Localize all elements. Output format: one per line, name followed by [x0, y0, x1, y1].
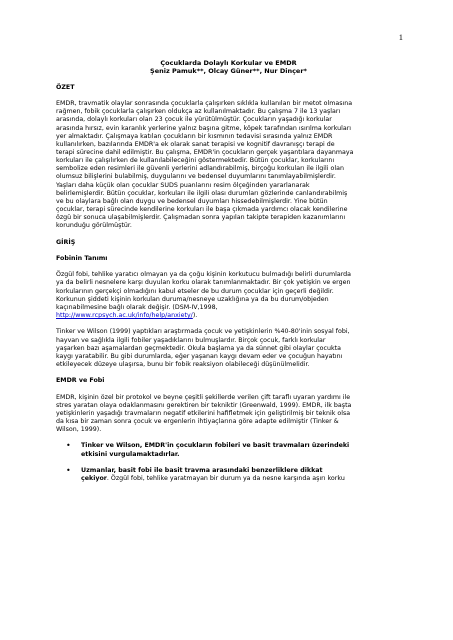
- tinker-line: Tinker ve Wilson (1999) yaptıkları araştırmada çocuk ve yetişkinlerin %40-80'inin sosyal fobi,: [56, 328, 350, 336]
- ozet-line: yer almaktadır. Çalışmaya katılan çocukların bir kısmının tedavisi sırasında yalnız EMDR: [56, 132, 333, 140]
- fobi-link-line: [56, 312, 401, 320]
- bullet-line-mixed: [81, 475, 401, 483]
- ozet-paragraph: [56, 100, 401, 231]
- page-number: 1: [398, 32, 403, 42]
- ozet-line: korkuları ile çalışılırken de kullanılabileceğini göstermektedir. Bütün çocuklar, korkularını: [56, 157, 335, 165]
- fobi-heading: Fobinin Tanımı: [56, 254, 108, 262]
- document-body: [56, 59, 401, 483]
- document-authors: Şeniz Pamuk**, Olcay Güner**, Nur Dinçer*: [150, 67, 307, 76]
- bullet-rest-text: . Özgül fobi, tehlike yaratmayan bir durum ya da nesne karşında aşırı korku: [106, 475, 345, 483]
- emdr-paragraph: [56, 394, 401, 435]
- emdr-line: Wilson, 1999).: [56, 426, 102, 434]
- bullet-item-experts: [56, 467, 401, 483]
- ozet-line: olumsuz bilişlerini bulabilmiş, duygularını ve bedensel duyumlarını tanımlayabilmişlerdir.: [56, 173, 336, 181]
- ozet-line: kullanılırken, bazılarında EMDR'a ek olarak sanat terapisi ve kognitif davranışçı terapi de: [56, 140, 335, 148]
- fobi-paragraph: [56, 271, 401, 320]
- ozet-heading: ÖZET: [56, 83, 75, 91]
- ozet-line: özgü bir sonuca ulaşabilmişlerdir. Çalışmadan sonra yapılan takipte terapiden kazanımlarını: [56, 214, 346, 222]
- bullet-bold-text: çekiyor: [81, 475, 107, 483]
- bullet-item-tinker-wilson: [56, 442, 401, 458]
- document-title: Çocuklarda Dolaylı Korkular ve EMDR: [160, 59, 297, 67]
- bullet-line: • Uzmanlar, basit fobi ile basit travma arasındaki benzerliklere dikkat: [81, 466, 323, 474]
- emdr-line: da kısa bir zaman sonra çocuk ve ergenlerin ihtiyaçlarına göre adapte edilmiştir (Tinker &: [56, 418, 339, 426]
- ozet-line: rağmen, fobik çocuklarla çalışırken oldukça az kullanılmaktadır. Bu çalışma 7 ile 13 yaşları: [56, 108, 341, 116]
- fobi-line: Korkunun şiddeti kişinin korkulan duruma/nesneye uzaklığına ya da bu durum/objeden: [56, 295, 329, 303]
- emdr-fobi-heading: EMDR ve Fobi: [56, 377, 105, 385]
- bullet-line: etkisini vurgulamaktadırlar.: [81, 450, 180, 458]
- tinker-line: hayvan ve sağlıkla ilgili fobiler yaşadıklarını bulmuşlardır. Birçok çocuk, farklı korkular: [56, 336, 326, 344]
- bullet-list: [56, 442, 401, 483]
- ozet-line: çocuklar, terapi sürecinde kendilerine korkuları ile başa çıkmada yardımcı olacak kendilerine: [56, 206, 348, 214]
- ozet-line: korunduğu görülmüştür.: [56, 222, 132, 230]
- emdr-line: yetişkinlerin yaşadığı travmaların negatif etkilerini hafifletmek için geliştirilmiş bir teknik olsa: [56, 409, 351, 417]
- anxiety-help-link[interactable]: http://www.rcpsych.ac.uk/info/help/anxiety/: [56, 312, 193, 320]
- fobi-line: Özgül fobi, tehlike yaratıcı olmayan ya da çoğu kişinin korkutucu bulmadığı belirli durumlarda: [56, 271, 352, 279]
- ozet-line: Yaşları daha küçük olan çocuklar SUDS puanlarını resim ölçeğinden yararlanarak: [56, 181, 310, 189]
- bullet-line: • Tinker ve Wilson, EMDR'in çocukların fobileri ve basit travmaları üzerindeki: [81, 442, 350, 450]
- tinker-line: yaşarken bazı aşamalardan geçmektedir. Okula başlama ya da sünnet gibi olaylar çocukta: [56, 344, 341, 352]
- fobi-line: kaçınabilmesine bağlı olarak değişir. (DSM-IV,1998,: [56, 303, 218, 311]
- ozet-line: belirlemişlerdir. Bütün çocuklar, korkuları ile ilgili olası durumları gözlerinde canlandırabilmiş: [56, 189, 348, 197]
- link-suffix: ).: [192, 312, 198, 320]
- ozet-line: EMDR, travmatik olaylar sonrasında çocuklarla çalışırken sıklıkla kullanılan bir metot olmasına: [56, 100, 353, 108]
- ozet-line: arasında hırsız, evin karanlık yerlerine yalnız başına gitme, köpek tarafından ısırılma korkuları: [56, 124, 352, 132]
- fobi-line: ya da belirli nesnelere karşı duyulan korku olarak tanımlanmaktadır. Bir çok yetişkin ve ergen: [56, 279, 351, 287]
- emdr-line: EMDR, kişinin özel bir protokol ve beyne çeşitli şekillerde verilen çift taraflı uyaran yardımı ile: [56, 393, 351, 401]
- giris-heading: GİRİŞ: [56, 238, 76, 246]
- ozet-line: terapi sürecine dahil edilmiştir. Bu çalışma, EMDR'in çocukların gerçek yaşantılara dayanmaya: [56, 148, 354, 156]
- emdr-line: stres yaratan olaya odaklanmasını gerektiren bir tekniktir (Greenwald, 1999). EMDR, ilk başta: [56, 401, 352, 409]
- tinker-paragraph: [56, 328, 401, 369]
- ozet-line: ve bu olaylara bağlı olan duygu ve bedensel duyumları hissedebilmişlerdir. Yine bütün: [56, 197, 328, 205]
- ozet-line: arasında, dolaylı korkuları olan 23 çocuk ile yürütülmüştür. Çocukların yaşadığı korkular: [56, 116, 332, 124]
- tinker-line: etkileyecek düzeye ulaşırsa, bunu bir fobik reaksiyon olabileceği düşünülmelidir.: [56, 360, 310, 368]
- fobi-line: korkularının gerçekçi olmadığını kabul etseler de bu durum çocuklar için geçerli değildir.: [56, 287, 334, 295]
- ozet-line: sembolize eden resimleri ile güvenli yerlerini adlandırabilmiş, birçoğu korkuları ile ilgili olan: [56, 165, 344, 173]
- tinker-line: kaygı yaratabilir. Bu gibi durumlarda, eğer yaşanan kaygı devam eder ve çocuğun hayatını: [56, 352, 343, 360]
